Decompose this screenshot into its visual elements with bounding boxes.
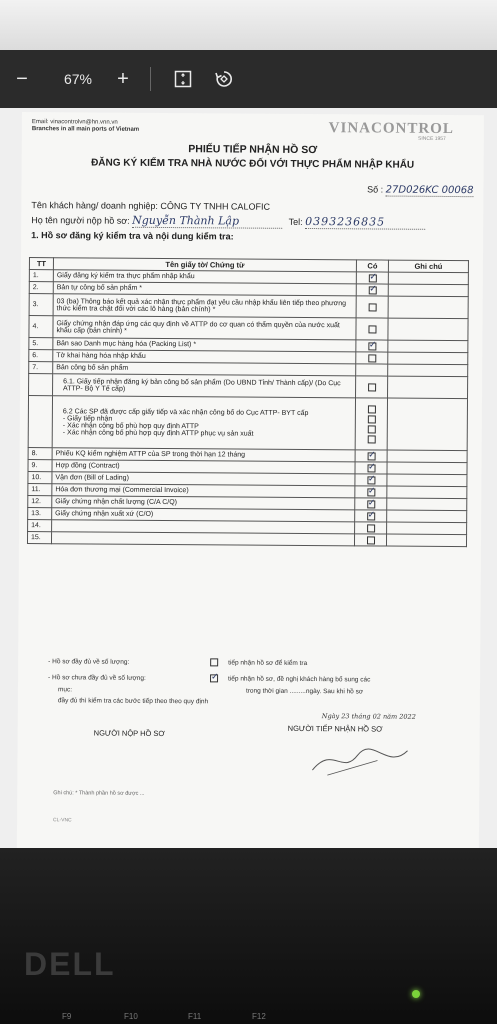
document-page [17,112,484,848]
row-number: 9. [28,460,52,472]
table-row [29,294,468,319]
table-row [29,374,468,399]
foot-line-2b: tiếp nhận hồ sơ, đề nghị khách hàng bổ sung các [228,675,371,684]
row-checkbox[interactable] [367,415,375,423]
row-number: 8. [28,448,52,460]
header-tt: TT [29,258,53,270]
row-note-cell [388,340,468,353]
document-title: PHIẾU TIẾP NHẬN HỒ SƠ [188,143,318,157]
row-number: 12. [28,496,52,508]
row-document-name: Hóa đơn thương mại (Commercial Invoice) [52,484,355,498]
submitter-value: Nguyễn Thành Lập [132,214,282,229]
fkey-f9: F9 [62,1012,72,1021]
footnote: Ghi chú: * Thành phần hồ sơ được ... [53,790,145,797]
tel-label: Tel: [288,216,303,227]
row-document-name: 6.1. Giấy tiếp nhận đăng ký bản công bố sản phẩm (Do UBND Tỉnh/ Thành cấp)/ (Do Cục ATTP- Bộ Y Tế cấp) [53,374,356,398]
row-document-name: Bản tự công bố sản phẩm * [53,282,356,296]
row-co-cell [354,534,386,546]
row-number: 15. [27,532,51,544]
row-document-name: Giấy chứng nhận xuất xứ (C/O) [52,508,355,522]
signature-submitter-label: NGƯỜI NỘP HỒ SƠ [93,728,165,739]
row-co-cell [356,296,388,318]
foot-line-3b: trong thời gian .........ngày. Sau khi hồ sơ [245,687,364,696]
row-checkbox[interactable] [367,524,375,532]
row-number [29,374,53,396]
row-number: 14. [28,520,52,532]
fkey-f10: F10 [124,1012,138,1021]
so-label: Số : [367,184,384,195]
power-indicator-icon [412,990,420,998]
submitter-label: Họ tên người nộp hồ sơ: [31,215,130,226]
row-checkbox[interactable] [367,512,375,520]
row-note-cell [387,398,467,451]
zoom-out-button[interactable]: − [16,67,28,90]
row-number: 5. [29,338,53,350]
incomplete-checkbox[interactable] [210,674,218,682]
row-document-name: Bản công bố sản phẩm [53,362,356,376]
row-co-cell [355,398,387,450]
signature-receiver-label: NGƯỜI TIẾP NHẬN HỒ SƠ [287,723,383,734]
row-note-cell [388,364,468,377]
tel-value: 0393236835 [305,215,425,230]
row-note-cell [387,462,467,475]
brand-since: SINCE 1957 [418,135,446,142]
table-row [29,316,468,341]
row-note-cell [388,376,468,399]
row-checkbox[interactable] [368,325,376,333]
row-checkbox[interactable] [368,383,376,391]
customer-line: Tên khách hàng/ doanh nghiệp: CÔNG TY TNHH CALOFIC [31,200,271,212]
row-co-cell [356,352,388,364]
row-checkbox[interactable] [367,405,375,413]
fkey-f11: F11 [188,1012,202,1021]
row-note-cell [387,510,467,523]
row-note-cell [387,474,467,487]
row-document-name: Giấy đăng ký kiểm tra thực phẩm nhập khẩu [53,270,356,284]
row-document-name: Phiếu KQ kiểm nghiệm ATTP của SP trong thời hạn 12 tháng [52,448,355,462]
document-subtitle: ĐĂNG KÝ KIỂM TRA NHÀ NƯỚC ĐỐI VỚI THỰC PHẨM NHẬP KHẨU [91,157,415,171]
row-checkbox[interactable] [368,342,376,350]
dell-logo: DELL [24,946,116,982]
foot-line-1a: - Hồ sơ đầy đủ về số lượng: [48,658,130,666]
fkey-f12: F12 [252,1012,266,1021]
row-number: 4. [29,316,53,338]
row-number: 10. [28,472,52,484]
submitter-line [31,213,471,230]
row-note-cell [387,450,467,463]
row-note-cell [388,284,468,297]
row-number: 7. [29,362,53,374]
row-number: 11. [28,484,52,496]
receiver-signature [307,740,417,781]
row-note-cell [387,498,467,511]
row-document-name: Giấy chứng nhận đáp ứng các quy định về ATTP do cơ quan có thẩm quyền của nước xuất khẩu cấp (bản chính) * [53,316,356,340]
document-checklist-table [27,257,469,547]
foot-line-3a: mục: [57,686,73,694]
row-co-cell [355,510,387,522]
row-number: 6. [29,350,53,362]
document-view[interactable] [0,108,497,848]
header-co: Có [356,260,388,272]
row-checkbox[interactable] [367,476,375,484]
row-checkbox[interactable] [367,452,375,460]
row-checkbox[interactable] [368,303,376,311]
row-checkbox[interactable] [367,435,375,443]
row-note-cell [387,486,467,499]
row-co-cell [356,284,388,296]
table-row [27,532,466,547]
row-document-name: Giấy chứng nhận chất lượng (C/A C/Q) [52,496,355,510]
row-co-cell [356,364,388,376]
zoom-in-button[interactable]: + [117,67,129,90]
row-note-cell [388,352,468,365]
fit-page-icon[interactable] [172,64,194,94]
row-co-cell [356,376,388,398]
header-name: Tên giấy tờ/ Chứng từ [53,258,356,272]
row-document-name: Hợp đồng (Contract) [52,460,355,474]
email-line: Email: vinacontrolvn@hn.vnn.vn [31,119,118,126]
row-co-cell [355,522,387,534]
row-number: 3. [29,294,53,316]
row-note-cell [388,318,468,341]
row-document-name [51,532,354,546]
row-checkbox[interactable] [368,354,376,362]
table-row [28,396,467,451]
row-document-name: 6.2 Các SP đã được cấp giấy tiếp và xác nhận công bố do Cục ATTP- BYT cấp - Giấy tiếp nhận - Xác nhận công bố phù hợp quy định ATTP - Xác nhận công bố phù hợp quy định ATTP phục vụ sản xuất [52,396,355,450]
row-note-cell [387,522,467,535]
brand-logo: VINACONTROL [328,120,454,138]
row-note-cell [388,296,468,319]
rotate-icon[interactable] [212,64,236,94]
toolbar-divider [150,67,151,91]
row-checkbox[interactable] [367,464,375,472]
foot-line-1b: tiếp nhận hồ sơ để kiểm tra [228,659,308,668]
form-code: CL-VNC [53,817,72,824]
row-number: 2. [29,282,53,294]
complete-checkbox[interactable] [210,658,218,666]
branches-line: Branches in all main ports of Vietnam [31,126,140,133]
row-document-name: Tờ khai hàng hóa nhập khẩu [53,350,356,364]
so-value: 27D026KC 00068 [385,184,474,197]
row-co-cell [356,318,388,340]
so-number [367,184,473,197]
row-note-cell [388,272,468,285]
row-document-name: 03 (ba) Thông báo kết quả xác nhận thực phẩm đạt yêu cầu nhập khẩu liên tiếp theo phương thức kiểm tra chặt đối với các lô hàng (bản chính) * [53,294,356,318]
section-heading: 1. Hồ sơ đăng ký kiểm tra và nội dung kiểm tra: [31,230,234,242]
screen-top-bezel [0,0,497,50]
row-checkbox[interactable] [367,425,375,433]
row-document-name: Bản sao Danh mục hàng hóa (Packing List) * [53,338,356,352]
foot-line-4: đầy đủ thì kiểm tra các bước tiếp theo theo quy định [57,697,209,706]
row-note-cell [386,534,466,547]
foot-line-2a: - Hồ sơ chưa đầy đủ về số lượng: [48,674,146,682]
row-number [28,396,52,448]
row-document-name: Vận đơn (Bill of Lading) [52,472,355,486]
date-line: Ngày 23 tháng 02 năm 2022 [321,712,416,721]
header-note: Ghi chú [388,260,468,273]
row-checkbox[interactable] [368,286,376,294]
row-checkbox[interactable] [366,536,374,544]
row-number: 13. [28,508,52,520]
row-checkbox[interactable] [367,488,375,496]
laptop-bezel [0,848,497,1024]
zoom-level-label: 67% [63,71,93,87]
row-number: 1. [29,270,53,282]
row-checkbox[interactable] [368,274,376,282]
viewer-toolbar [0,50,497,108]
row-co-cell [356,340,388,352]
row-checkbox[interactable] [367,500,375,508]
